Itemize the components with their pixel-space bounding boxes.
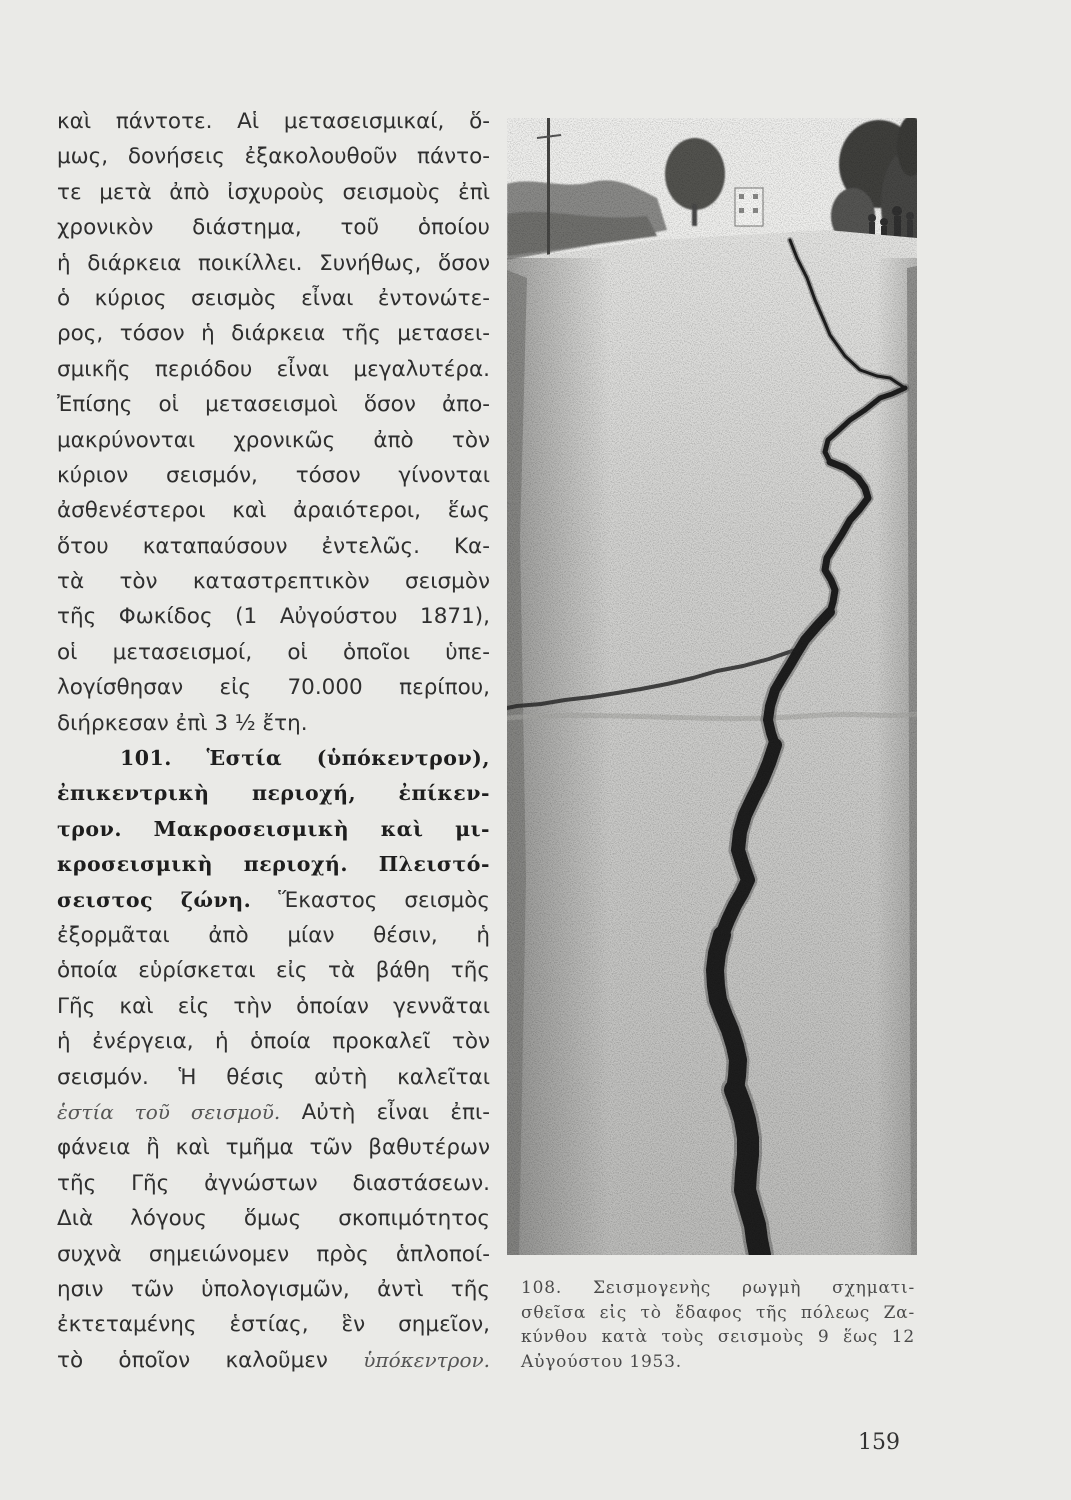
- italic-term: ἑστία τοῦ σεισμοῦ.: [57, 1099, 281, 1124]
- section-heading-line: κροσεισμικὴ περιοχή. Πλειστό-: [57, 852, 490, 877]
- text-line: κύριον σεισμόν, τόσον γίνονται: [57, 462, 490, 488]
- page-number: 159: [858, 1430, 900, 1455]
- caption-line: κύνθου κατὰ τοὺς σεισμοὺς 9 ἕως 12: [521, 1327, 915, 1347]
- text-line: ὁποία εὑρίσκεται εἰς τὰ βάθη τῆς: [57, 958, 490, 984]
- text-segment: Αὐτὴ εἶναι ἐπι-: [301, 1099, 490, 1125]
- main-text-column: [57, 104, 490, 1378]
- text-line: συχνὰ σημειώνομεν πρὸς ἁπλοποί-: [57, 1241, 490, 1267]
- section-heading-line: ἐπικεντρικὴ περιοχή, ἐπίκεν-: [57, 781, 490, 806]
- section-title: Ἑστία (ὑπόκεντρον),: [206, 746, 491, 771]
- text-line: ὁ κύριος σεισμὸς εἶναι ἐντονώτε-: [57, 285, 490, 311]
- italic-term: ὑπόκεντρον.: [363, 1347, 490, 1372]
- text-line: [57, 1095, 490, 1130]
- text-line: Διὰ λόγους ὅμως σκοπιμότητος: [57, 1206, 490, 1232]
- text-line: ἡ ἐνέργεια, ἡ ὁποία προκαλεῖ τὸν: [57, 1029, 490, 1055]
- figure-caption: [521, 1276, 915, 1374]
- text-line: ησιν τῶν ὑπολογισμῶν, ἀντὶ τῆς: [57, 1276, 490, 1302]
- text-line: Γῆς καὶ εἰς τὴν ὁποίαν γεννᾶται: [57, 993, 490, 1019]
- section-heading-line: [57, 741, 490, 776]
- caption-line: 108. Σεισμογενὴς ρωγμὴ σχηματι-: [521, 1278, 915, 1298]
- text-line: ἐξορμᾶται ἀπὸ μίαν θέσιν, ἡ: [57, 922, 490, 948]
- text-line: τε μετὰ ἀπὸ ἰσχυροὺς σεισμοὺς ἐπὶ: [57, 179, 490, 205]
- section-number: 101.: [120, 746, 172, 771]
- section-heading-line: τρον. Μακροσεισμικὴ καὶ μι-: [57, 816, 490, 841]
- road-crack-photo: [507, 118, 917, 1255]
- text-line: τῆς Γῆς ἀγνώστων διαστάσεων.: [57, 1170, 490, 1196]
- text-segment: Ἕκαστος σεισμὸς: [278, 887, 491, 913]
- text-line: ρος, τόσον ἡ διάρκεια τῆς μετασει-: [57, 321, 490, 347]
- caption-line: Αὐγούστου 1953.: [521, 1351, 682, 1372]
- paragraph-last-line: διήρκεσαν ἐπὶ 3 ½ ἔτη.: [57, 710, 308, 736]
- text-line: ἀσθενέστεροι καὶ ἀραιότεροι, ἕως: [57, 498, 490, 524]
- text-line: οἱ μετασεισμοί, οἱ ὁποῖοι ὑπε-: [57, 639, 490, 665]
- text-line: τὰ τὸν καταστρεπτικὸν σεισμὸν: [57, 569, 490, 595]
- text-line: Ἐπίσης οἱ μετασεισμοὶ ὅσον ἀπο-: [57, 392, 490, 418]
- text-line: τῆς Φωκίδος (1 Αὐγούστου 1871),: [57, 604, 490, 630]
- text-line: ὅτου καταπαύσουν ἐντελῶς. Κα-: [57, 533, 490, 559]
- text-segment: τὸ ὁποῖον καλοῦμεν: [57, 1347, 328, 1373]
- text-line: μως, δονήσεις ἐξακολουθοῦν πάντο-: [57, 144, 490, 170]
- halftone-grain: [507, 118, 917, 1255]
- text-line: λογίσθησαν εἰς 70.000 περίπου,: [57, 675, 490, 701]
- caption-line: σθεῖσα εἰς τὸ ἔδαφος τῆς πόλεως Ζα-: [521, 1302, 915, 1323]
- text-line: [57, 1343, 490, 1378]
- text-line: φάνεια ἢ καὶ τμῆμα τῶν βαθυτέρων: [57, 1135, 490, 1161]
- section-heading-end: σειστος ζώνη.: [57, 887, 252, 912]
- text-line: σεισμόν. Ἡ θέσις αὐτὴ καλεῖται: [57, 1064, 490, 1090]
- text-line: σμικῆς περιόδου εἶναι μεγαλυτέρα.: [57, 356, 490, 382]
- text-line: μακρύνονται χρονικῶς ἀπὸ τὸν: [57, 427, 490, 453]
- text-line: ἐκτεταμένης ἑστίας, ἓν σημεῖον,: [57, 1312, 490, 1338]
- text-line: καὶ πάντοτε. Αἱ μετασεισμικαί, ὅ-: [57, 109, 490, 134]
- text-line: ἡ διάρκεια ποικίλλει. Συνήθως, ὅσον: [57, 250, 490, 276]
- text-line: χρονικὸν διάστημα, τοῦ ὁποίου: [57, 215, 490, 241]
- text-line: [57, 883, 490, 918]
